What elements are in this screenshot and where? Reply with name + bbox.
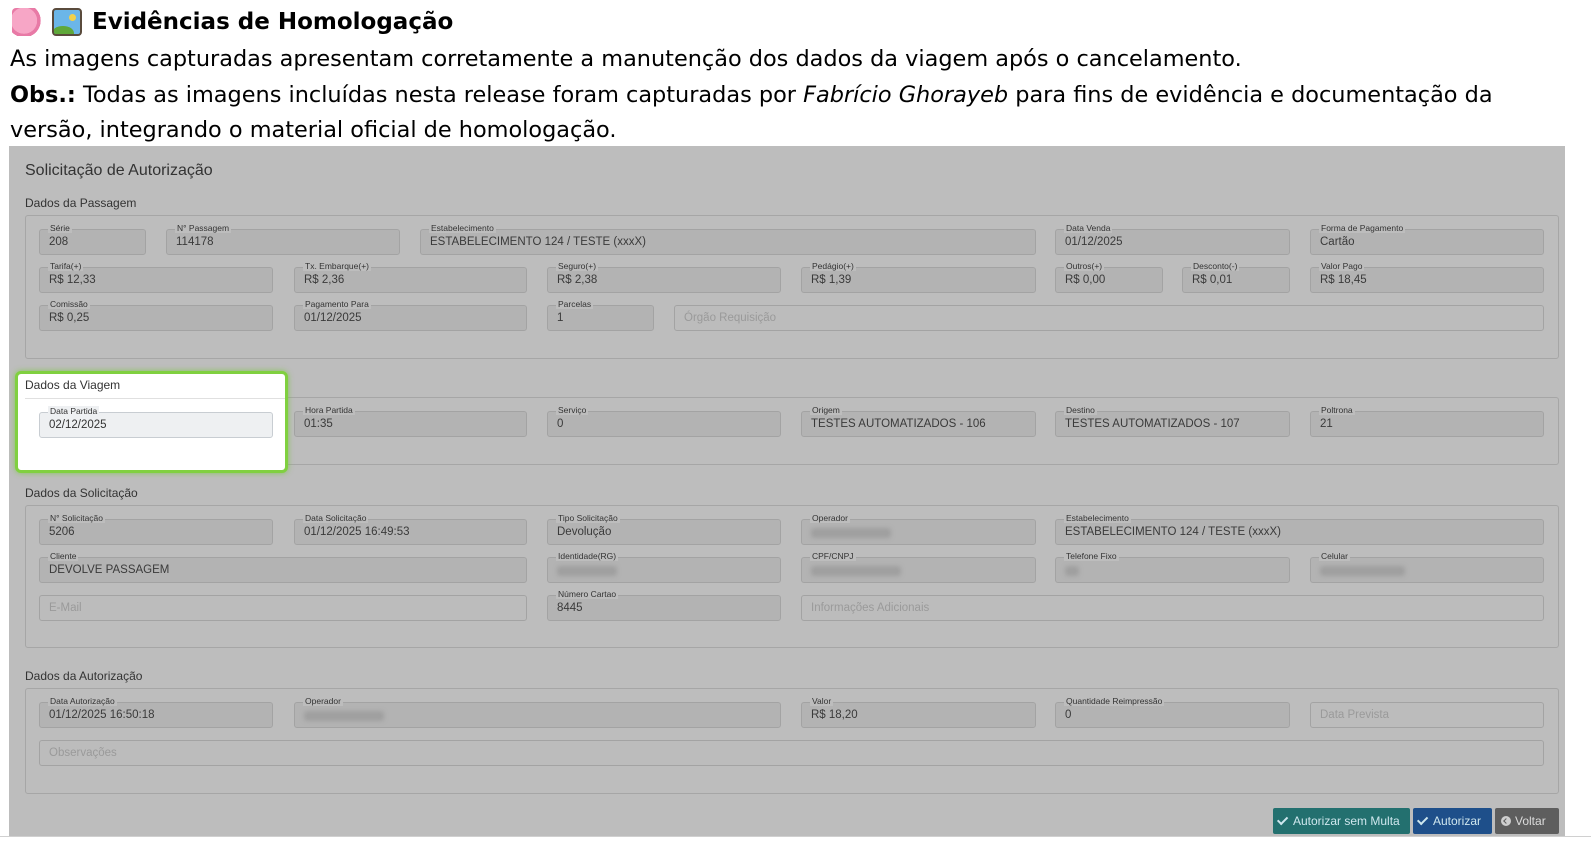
seguro-field[interactable] <box>547 261 781 293</box>
data-prevista-input[interactable] <box>1310 702 1544 728</box>
data-autorizacao-value: 01/12/2025 16:50:18 <box>49 709 155 721</box>
num-solicitacao-field[interactable] <box>39 513 273 545</box>
desconto-field[interactable] <box>1182 261 1290 293</box>
estabelecimento-solicitacao-field[interactable] <box>1055 513 1544 545</box>
informacoes-adicionais-input[interactable] <box>801 595 1544 621</box>
qtd-reimpressao-value: 0 <box>1065 709 1072 721</box>
operador-autorizacao-field[interactable] <box>294 696 781 728</box>
tipo-solicitacao-field[interactable] <box>547 513 781 545</box>
valor-pago-label: Valor Pago <box>1321 261 1363 271</box>
telefone-field[interactable] <box>1055 551 1290 583</box>
pagamento-para-value: 01/12/2025 <box>304 312 362 324</box>
operador-autorizacao-label: Operador <box>305 696 341 706</box>
servico-label: Serviço <box>558 405 587 415</box>
poltrona-value: 21 <box>1320 418 1333 430</box>
identidade-label: Identidade(RG) <box>558 551 617 561</box>
serie-field[interactable] <box>39 223 146 255</box>
valor-value: R$ 18,20 <box>811 709 858 721</box>
cliente-field[interactable] <box>39 551 527 583</box>
qtd-reimpressao-label: Quantidade Reimpressão <box>1066 696 1163 706</box>
pedagio-value: R$ 1,39 <box>811 274 852 286</box>
parcelas-field[interactable] <box>547 299 654 331</box>
hora-partida-value: 01:35 <box>304 418 333 430</box>
section-title-viagem: Dados da Viagem <box>25 378 121 392</box>
tx-embarque-field[interactable] <box>294 261 527 293</box>
outros-field[interactable] <box>1055 261 1163 293</box>
data-partida-value: 02/12/2025 <box>49 419 107 431</box>
observacoes-placeholder: Observações <box>49 747 117 759</box>
tipo-solicitacao-value: Devolução <box>557 526 612 538</box>
data-venda-label: Data Venda <box>1066 223 1111 233</box>
desconto-value: R$ 0,01 <box>1192 274 1233 286</box>
autorizar-sem-multa-label: Autorizar sem Multa <box>1293 814 1400 828</box>
valor-label: Valor <box>812 696 832 706</box>
serie-value: 208 <box>49 236 69 248</box>
valor-pago-field[interactable] <box>1310 261 1544 293</box>
bottom-strip <box>0 836 1591 849</box>
num-passagem-label: N° Passagem <box>177 223 230 233</box>
estabelecimento-solicitacao-label: Estabelecimento <box>1066 513 1129 523</box>
redacted-value <box>304 711 384 721</box>
poltrona-field[interactable] <box>1310 405 1544 437</box>
numero-cartao-label: Número Cartao <box>558 589 617 599</box>
data-partida-label: Data Partida <box>50 406 98 416</box>
seguro-value: R$ 2,38 <box>557 274 598 286</box>
num-passagem-value: 114178 <box>176 236 214 248</box>
tx-embarque-label: Tx. Embarque(+) <box>305 261 370 271</box>
doc-obs <box>10 77 1493 113</box>
parcelas-value: 1 <box>557 312 564 324</box>
autorizar-sem-multa-button[interactable] <box>1273 808 1410 834</box>
email-input[interactable] <box>39 595 527 621</box>
num-solicitacao-value: 5206 <box>49 526 75 538</box>
tarifa-value: R$ 12,33 <box>49 274 96 286</box>
forma-pagamento-field[interactable] <box>1310 223 1544 255</box>
form-title: Solicitação de Autorização <box>25 162 213 179</box>
pagamento-para-label: Pagamento Para <box>305 299 369 309</box>
data-partida-field[interactable] <box>39 406 273 438</box>
redacted-value <box>557 566 617 576</box>
destino-label: Destino <box>1066 405 1095 415</box>
estabelecimento-passagem-field[interactable] <box>420 223 1036 255</box>
email-placeholder: E-Mail <box>49 602 82 614</box>
redacted-value <box>811 566 901 576</box>
forma-pagamento-value: Cartão <box>1320 236 1355 248</box>
serie-label: Série <box>50 223 70 233</box>
origem-value: TESTES AUTOMATIZADOS - 106 <box>811 418 986 430</box>
parcelas-label: Parcelas <box>558 299 592 309</box>
tarifa-field[interactable] <box>39 261 273 293</box>
informacoes-adicionais-placeholder: Informações Adicionais <box>811 602 930 614</box>
hora-partida-label: Hora Partida <box>305 405 353 415</box>
redacted-value <box>1065 566 1079 576</box>
data-autorizacao-label: Data Autorização <box>50 696 115 706</box>
section-title-autorizacao: Dados da Autorização <box>25 669 143 683</box>
obs-text-1: Todas as imagens incluídas nesta release foram capturadas por <box>75 82 804 108</box>
operador-solicitacao-label: Operador <box>812 513 848 523</box>
obs-text-2: para fins de evidência e documentação da <box>1008 82 1493 108</box>
observacoes-input[interactable] <box>39 740 1544 766</box>
numero-cartao-field[interactable] <box>547 589 781 621</box>
comissao-label: Comissão <box>50 299 88 309</box>
data-solicitacao-field[interactable] <box>294 513 527 545</box>
destino-field[interactable] <box>1055 405 1290 437</box>
orgao-requisicao-placeholder: Órgão Requisição <box>684 312 777 324</box>
tipo-solicitacao-label: Tipo Solicitação <box>558 513 618 523</box>
section-title-solicitacao: Dados da Solicitação <box>25 486 138 500</box>
estabelecimento-passagem-label: Estabelecimento <box>431 223 494 233</box>
servico-value: 0 <box>557 418 564 430</box>
destino-value: TESTES AUTOMATIZADOS - 107 <box>1065 418 1240 430</box>
origem-label: Origem <box>812 405 840 415</box>
identidade-field[interactable] <box>547 551 781 583</box>
forma-pagamento-label: Forma de Pagamento <box>1321 223 1404 233</box>
obs-label: Obs.: <box>10 82 76 108</box>
check-icon <box>1277 814 1288 825</box>
cpf-field[interactable] <box>801 551 1036 583</box>
autorizar-button[interactable] <box>1413 808 1492 834</box>
doc-title-text: Evidências de Homologação <box>92 9 454 35</box>
seguro-label: Seguro(+) <box>558 261 597 271</box>
comissao-value: R$ 0,25 <box>49 312 90 324</box>
outros-label: Outros(+) <box>1066 261 1103 271</box>
telefone-label: Telefone Fixo <box>1066 551 1117 561</box>
voltar-label: Voltar <box>1515 814 1546 828</box>
pagamento-para-field[interactable] <box>294 299 527 331</box>
doc-title <box>12 4 453 40</box>
data-venda-value: 01/12/2025 <box>1065 236 1123 248</box>
qtd-reimpressao-field[interactable] <box>1055 696 1290 728</box>
outros-value: R$ 0,00 <box>1065 274 1106 286</box>
tx-embarque-value: R$ 2,36 <box>304 274 345 286</box>
data-solicitacao-label: Data Solicitação <box>305 513 367 523</box>
comissao-field[interactable] <box>39 299 273 331</box>
cliente-value: DEVOLVE PASSAGEM <box>49 564 170 576</box>
hora-partida-field[interactable] <box>294 405 527 437</box>
redacted-value <box>811 528 891 538</box>
voltar-button[interactable] <box>1495 808 1559 834</box>
form-screenshot <box>9 146 1565 836</box>
estabelecimento-solicitacao-value: ESTABELECIMENTO 124 / TESTE (xxxX) <box>1065 526 1282 538</box>
operador-solicitacao-field[interactable] <box>801 513 1036 545</box>
pedagio-field[interactable] <box>801 261 1036 293</box>
servico-field[interactable] <box>547 405 781 437</box>
valor-pago-value: R$ 18,45 <box>1320 274 1367 286</box>
picture-icon <box>52 8 82 36</box>
poltrona-label: Poltrona <box>1321 405 1353 415</box>
brain-icon <box>12 8 42 36</box>
section-title-passagem: Dados da Passagem <box>25 196 137 210</box>
check-icon <box>1417 814 1428 825</box>
num-passagem-field[interactable] <box>166 223 400 255</box>
pedagio-label: Pedágio(+) <box>812 261 854 271</box>
redacted-value <box>1320 566 1405 576</box>
autorizar-label: Autorizar <box>1433 814 1482 828</box>
num-solicitacao-label: N° Solicitação <box>50 513 104 523</box>
orgao-requisicao-input[interactable] <box>674 305 1544 331</box>
data-autorizacao-field[interactable] <box>39 696 273 728</box>
data-prevista-placeholder: Data Prevista <box>1320 709 1390 721</box>
viagem-highlight <box>15 371 288 473</box>
data-solicitacao-value: 01/12/2025 16:49:53 <box>304 526 410 538</box>
cliente-label: Cliente <box>50 551 77 561</box>
origem-field[interactable] <box>801 405 1036 437</box>
tarifa-label: Tarifa(+) <box>50 261 82 271</box>
valor-field[interactable] <box>801 696 1036 728</box>
doc-intro: As imagens capturadas apresentam corretamente a manutenção dos dados da viagem após o cancelamento. <box>10 46 1242 72</box>
doc-obs-line2: versão, integrando o material oficial de homologação. <box>10 117 617 143</box>
celular-label: Celular <box>1321 551 1348 561</box>
obs-author: Fabrício Ghorayeb <box>803 82 1009 108</box>
numero-cartao-value: 8445 <box>557 602 583 614</box>
data-venda-field[interactable] <box>1055 223 1290 255</box>
desconto-label: Desconto(-) <box>1193 261 1238 271</box>
celular-field[interactable] <box>1310 551 1544 583</box>
back-icon <box>1501 816 1511 826</box>
cpf-label: CPF/CNPJ <box>812 551 854 561</box>
estabelecimento-passagem-value: ESTABELECIMENTO 124 / TESTE (xxxX) <box>430 236 647 248</box>
